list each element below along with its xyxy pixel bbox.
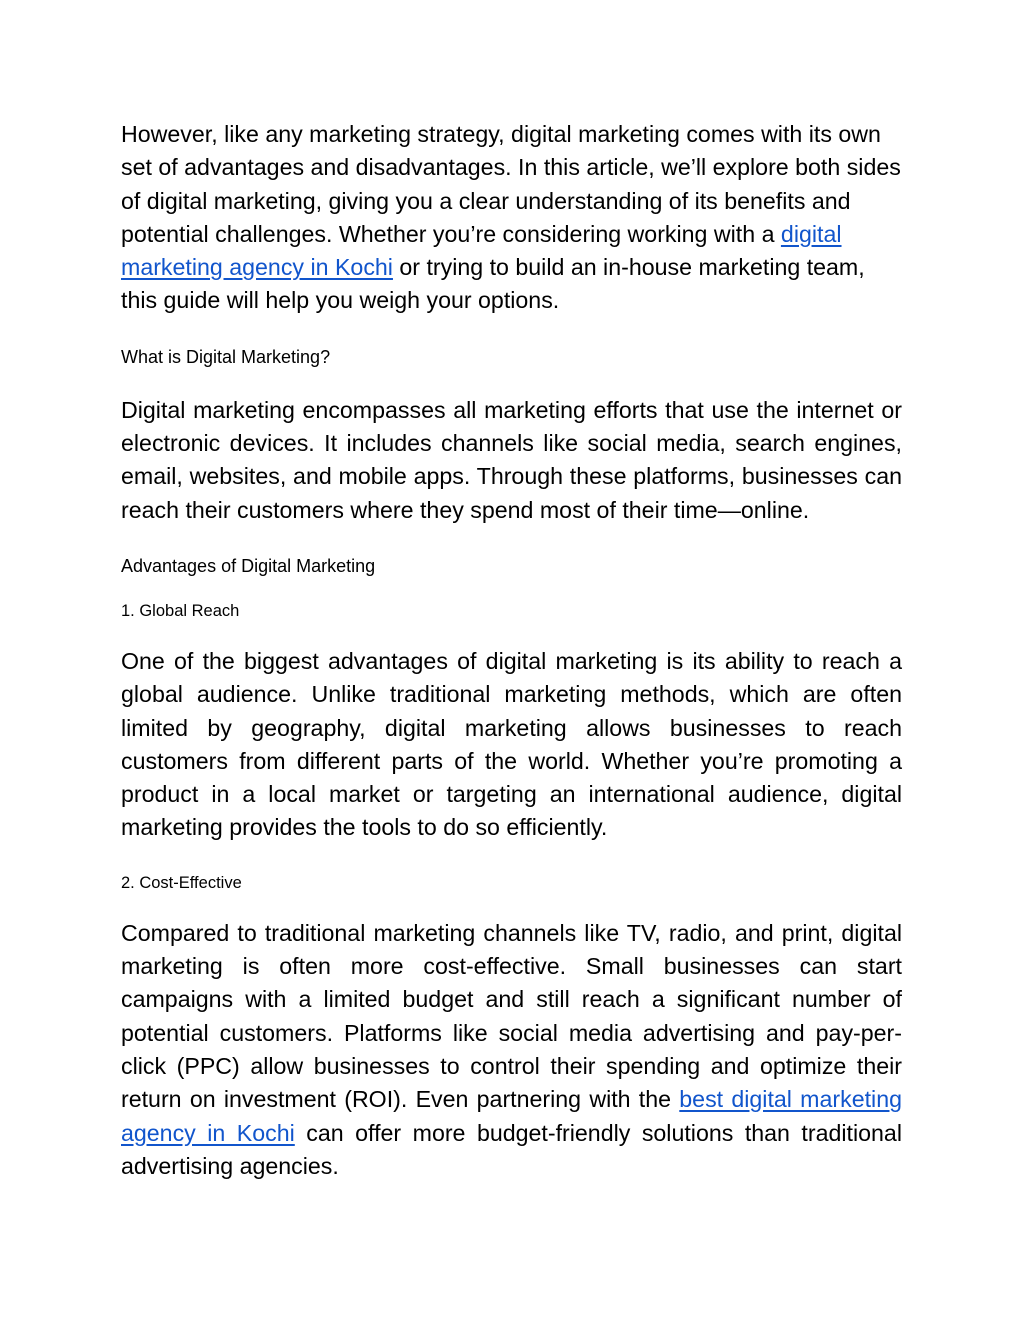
- what-is-digital-marketing-paragraph: Digital marketing encompasses all marketing efforts that use the internet or electronic devices. It includes channels like social media, search engines, email, websites, and mobile apps. Through these platforms, businesses can reach their customers where they spend most of their time—online.: [121, 396, 902, 523]
- cost-effective-paragraph: [121, 917, 902, 1183]
- advantages-heading: Advantages of Digital Marketing: [121, 555, 376, 576]
- document-page: [121, 118, 902, 1183]
- global-reach-subheading: 1. Global Reach: [121, 601, 240, 620]
- cost-text-after-link: can offer more budget-friendly solutions than traditional advertising agencies.: [121, 1119, 902, 1179]
- intro-text-before-link: However, like any marketing strategy, digital marketing comes with its own set of advantages and disadvantages. In this article, we’ll explore both sides of digital marketing, giving you a clear understanding of its benefits and potential challenges. Whether you’re considering working with a: [121, 121, 901, 247]
- best-agency-kochi-link[interactable]: best digital marketing agency in Kochi: [121, 1086, 902, 1146]
- intro-paragraph: [121, 118, 902, 318]
- global-reach-paragraph: One of the biggest advantages of digital marketing is its ability to reach a global audience. Unlike traditional marketing methods, which are often limited by geography, digital marketing allows businesses to reach customers from different parts of the world. Whether you’re promoting a product in a local market or targeting an international audience, digital marketing provides the tools to do so efficiently.: [121, 647, 902, 841]
- agency-kochi-link[interactable]: digital marketing agency in Kochi: [121, 220, 842, 281]
- cost-effective-subheading: 2. Cost-Effective: [121, 873, 242, 892]
- cost-text-before-link: Compared to traditional marketing channels like TV, radio, and print, digital marketing is often more cost-effective. Small businesses can start campaigns with a limited budget and still reach a significant number of potential customers. Platforms like social media advertising and pay-per-click (PPC) allow businesses to control their spending and optimize their return on investment (ROI). Even partnering with the: [121, 919, 902, 1113]
- intro-text-after-link: or trying to build an in-house marketing team, this guide will help you weigh your options.: [121, 254, 865, 314]
- what-is-digital-marketing-heading: What is Digital Marketing?: [121, 346, 331, 367]
